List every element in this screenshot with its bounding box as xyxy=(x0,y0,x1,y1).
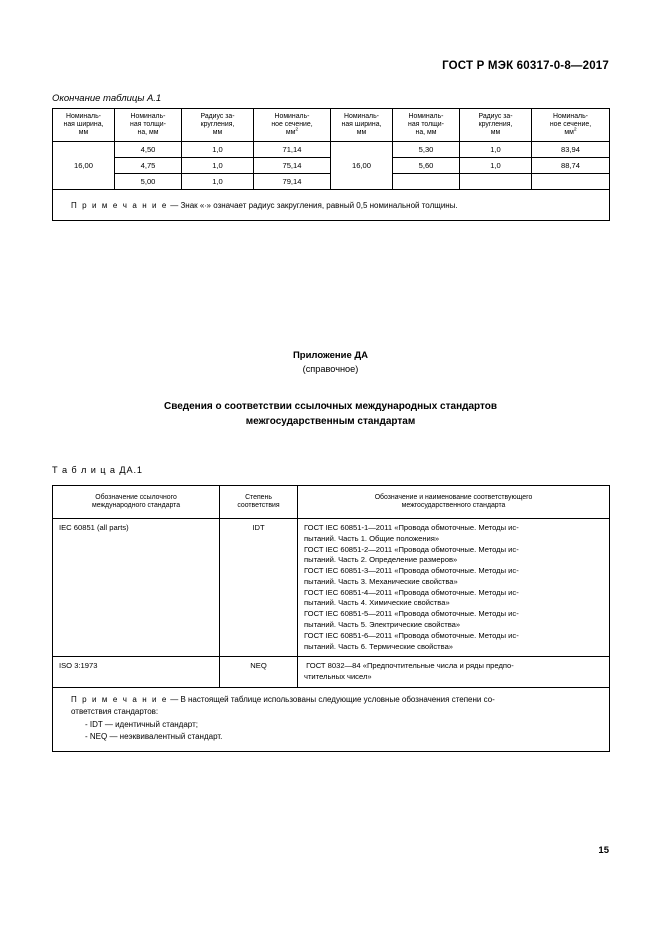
cell-radius-right: 1,0 xyxy=(460,158,532,174)
col-header-width-1: Номиналь- ная ширина, мм xyxy=(53,109,115,142)
table-a1-note xyxy=(53,190,610,221)
cell-width-right: 16,00 xyxy=(331,142,393,190)
cell-section-right xyxy=(532,174,610,190)
appendix-header xyxy=(0,350,661,375)
col-header-width-2: Номиналь- ная ширина, мм xyxy=(331,109,393,142)
note-text: — Знак «∙» означает радиус закругления, равный 0,5 номинальной толщины. xyxy=(170,200,458,210)
table-row-header xyxy=(53,109,610,142)
appendix-kind: (справочное) xyxy=(302,363,359,374)
cell-section-left: 79,14 xyxy=(254,174,331,190)
appendix-title-line2: межгосударственным стандартам xyxy=(245,415,416,427)
cell-degree: NEQ xyxy=(220,657,298,688)
col-header-reference-standard: Обозначение ссылочного международного стандарта xyxy=(53,486,220,519)
table-da1 xyxy=(52,485,610,752)
table-a1-caption: Окончание таблицы А.1 xyxy=(52,93,162,104)
note-label: П р и м е ч а н и е xyxy=(71,694,168,704)
col-header-radius-1: Радиус за- кругления, мм xyxy=(182,109,254,142)
note-text: — В настоящей таблице использованы следующие условные обозначения степени со- ответствия стандартов: xyxy=(71,694,495,717)
cell-section-left: 71,14 xyxy=(254,142,331,158)
cell-radius-left: 1,0 xyxy=(182,174,254,190)
cell-section-right: 88,74 xyxy=(532,158,610,174)
col-header-thickness-1: Номиналь- ная толщи- на, мм xyxy=(115,109,182,142)
col-header-degree: Степень соответствия xyxy=(220,486,298,519)
cell-radius-right: 1,0 xyxy=(460,142,532,158)
appendix-title-line1: Сведения о соответствии ссылочных международных стандартов xyxy=(163,401,498,412)
table-da1-caption: Т а б л и ц а ДА.1 xyxy=(52,465,143,475)
col-header-radius-2: Радиус за- кругления, мм xyxy=(460,109,532,142)
note-item: - NEQ — неэквивалентный стандарт. xyxy=(85,732,223,742)
cell-width-left: 16,00 xyxy=(53,142,115,190)
cell-reference-standard: IEC 60851 (all parts) xyxy=(53,519,220,657)
appendix-title xyxy=(0,400,661,429)
table-row xyxy=(53,142,610,158)
table-note-row xyxy=(53,190,610,221)
cell-thickness-right: 5,60 xyxy=(393,158,460,174)
col-header-section-2: Номиналь- ное сечение, $мм^2$ xyxy=(532,109,610,142)
col-header-section-1: Номиналь- ное сечение, $мм^2$ xyxy=(254,109,331,142)
cell-corresponding-standard: ГОСТ IEC 60851-1—2011 «Провода обмоточные. Методы ис- пытаний. Часть 1. Общие положения» ГОСТ IEC 60851-2—2011 «Провода обмоточные. Методы ис- пытаний. Часть 2. Определение размеров» ГОСТ IEC 60851-3—2011 «Провода обмоточные. Методы ис- пытаний. Часть 3. Механические свойства» ГОСТ IEC 60851-4—2011 «Провода обмоточные. Методы ис- пытаний. Часть 4. Химические свойства» ГОСТ IEC 60851-5—2011 «Провода обмоточные. Методы ис- пытаний. Часть 5. Электрические свойства» ГОСТ IEC 60851-6—2011 «Провода обмоточные. Методы ис- пытаний. Часть 6. Термические свойства» xyxy=(298,519,610,657)
cell-thickness-left: 4,75 xyxy=(115,158,182,174)
table-row-header xyxy=(53,486,610,519)
appendix-name: Приложение ДА xyxy=(292,350,369,361)
table-da1-note xyxy=(53,687,610,751)
cell-radius-left: 1,0 xyxy=(182,158,254,174)
note-label: П р и м е ч а н и е xyxy=(71,200,168,210)
table-row xyxy=(53,519,610,657)
cell-radius-left: 1,0 xyxy=(182,142,254,158)
note-item: - IDT — идентичный стандарт; xyxy=(85,719,198,729)
table-a1 xyxy=(52,108,610,221)
cell-thickness-left: 4,50 xyxy=(115,142,182,158)
cell-degree: IDT xyxy=(220,519,298,657)
col-header-thickness-2: Номиналь- ная толщи- на, мм xyxy=(393,109,460,142)
cell-thickness-right: 5,30 xyxy=(393,142,460,158)
cell-thickness-left: 5,00 xyxy=(115,174,182,190)
col-header-corresponding-standard: Обозначение и наименование соответствующего межгосударственного стандарта xyxy=(298,486,610,519)
table-row xyxy=(53,657,610,688)
cell-section-left: 75,14 xyxy=(254,158,331,174)
page-header: ГОСТ Р МЭК 60317-0-8—2017 xyxy=(442,60,609,72)
cell-thickness-right xyxy=(393,174,460,190)
cell-corresponding-standard: ГОСТ 8032—84 «Предпочтительные числа и ряды предпо- чтительных чисел» xyxy=(298,657,610,688)
cell-section-right: 83,94 xyxy=(532,142,610,158)
page-number: 15 xyxy=(598,845,609,856)
cell-reference-standard: ISO 3:1973 xyxy=(53,657,220,688)
cell-radius-right xyxy=(460,174,532,190)
table-note-row xyxy=(53,687,610,751)
